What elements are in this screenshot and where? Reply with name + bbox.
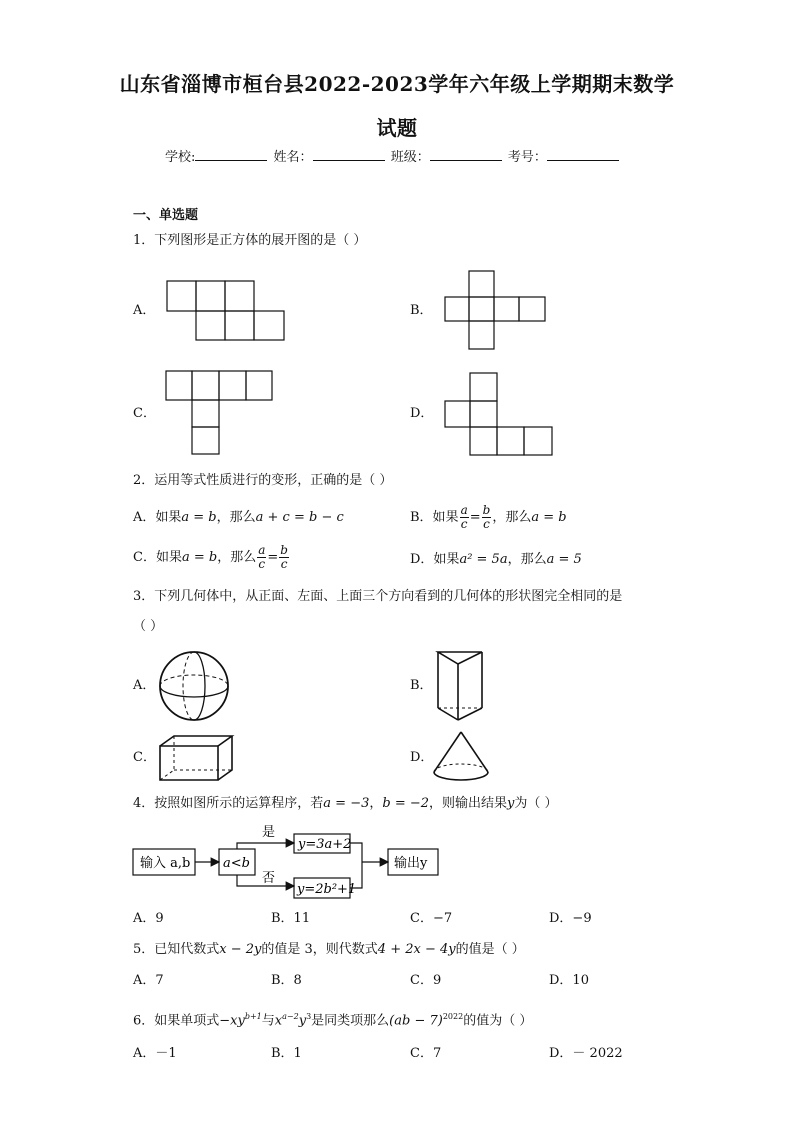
flow-no-expr: y=2b²+1 <box>297 882 357 897</box>
exam-number-field[interactable] <box>547 148 619 161</box>
q2-b-prefix: B．如果 <box>410 510 459 525</box>
q1-option-c-label: C． <box>133 406 156 421</box>
q2-b-middle: ，那么 <box>492 510 532 525</box>
q2-stem: 2．运用等式性质进行的变形，正确的是（ ） <box>133 473 393 488</box>
flow-yes-expr: y=3a+2 <box>298 837 352 852</box>
q5-option-c[interactable]: C．9 <box>410 973 442 988</box>
class-label: 班级： <box>390 150 430 165</box>
q2-a-middle: ，那么 <box>216 510 256 525</box>
q6-option-c[interactable]: C．7 <box>410 1046 442 1061</box>
q3-stem: 3．下列几何体中，从正面、左面、上面三个方向看到的几何体的形状图完全相同的是 <box>133 589 623 604</box>
q2-b-fraction-2: $\frac{b}{c}$ <box>482 503 491 531</box>
q1-stem: 1．下列图形是正方体的展开图的是（ ） <box>133 233 367 248</box>
q2-a-prefix: A．如果 <box>133 510 182 525</box>
q6-option-b[interactable]: B．1 <box>271 1046 302 1061</box>
triangular-prism-figure <box>436 650 486 724</box>
paper-title-line2: 试题 <box>376 116 418 140</box>
class-field[interactable] <box>430 148 502 161</box>
q3-option-d-label: D． <box>410 750 434 765</box>
q2-d-prefix: D．如果 <box>410 552 460 567</box>
q1-option-d-label: D． <box>410 406 434 421</box>
flow-input-text: 输入 a,b <box>140 856 191 871</box>
flow-output-text: 输出y <box>394 856 428 871</box>
q2-d-result: a = 5 <box>546 552 582 567</box>
q2-c-fraction-2: $\frac{b}{c}$ <box>280 543 288 571</box>
q5-stem: 5．已知代数式x − 2y的值是 3，则代数式4 + 2x − 4y的值是（ ） <box>133 942 525 957</box>
q2-option-b[interactable] <box>410 503 567 533</box>
q3-stem-cont: （ ） <box>133 619 164 634</box>
q2-c-middle: ，那么 <box>217 550 257 565</box>
school-label: 学校: <box>165 150 196 165</box>
q1-net-a-diagram <box>166 280 288 342</box>
q2-b-fraction-1: $\frac{a}{c}$ <box>460 503 468 531</box>
q1-net-d-diagram <box>444 372 556 458</box>
q4-flowchart <box>132 822 442 902</box>
name-field[interactable] <box>313 148 385 161</box>
school-field[interactable] <box>195 148 267 161</box>
q2-b-equals: = <box>469 510 481 525</box>
q1-net-b-diagram <box>444 270 548 352</box>
flow-condition-text: a<b <box>223 856 250 871</box>
flow-yes-label: 是 <box>262 825 276 840</box>
q2-d-condition: a² = 5a <box>459 552 508 567</box>
q2-d-middle: ，那么 <box>507 552 547 567</box>
q2-b-result: a = b <box>531 510 567 525</box>
cuboid-figure <box>158 734 236 782</box>
name-label: 姓名： <box>273 150 313 165</box>
q2-c-condition: a = b <box>181 550 218 565</box>
sphere-figure <box>158 650 230 722</box>
q4-option-a[interactable]: A．9 <box>133 911 164 926</box>
q4-option-c[interactable]: C．−7 <box>410 911 453 926</box>
q2-option-d[interactable] <box>410 551 582 569</box>
q1-option-a-label: A． <box>133 303 156 318</box>
q2-c-prefix: C．如果 <box>133 550 182 565</box>
q2-a-condition: a = b <box>181 510 217 525</box>
q3-option-c-label: C． <box>133 750 156 765</box>
exam-number-label: 考号： <box>507 150 547 165</box>
q4-option-b[interactable]: B．11 <box>271 911 311 926</box>
section-heading: 一、单选题 <box>133 208 199 223</box>
q6-option-a[interactable]: A．－1 <box>133 1046 177 1061</box>
q1-net-c-diagram <box>165 370 275 456</box>
paper-title: 山东省淄博市桓台县2022-2023学年六年级上学期期末数学 <box>119 72 675 96</box>
q5-option-b[interactable]: B．8 <box>271 973 302 988</box>
q6-option-d[interactable]: D．－ 2022 <box>549 1046 623 1061</box>
q2-c-equals: = <box>267 550 279 565</box>
q2-option-c[interactable] <box>133 543 290 573</box>
q3-option-a-label: A． <box>133 678 156 693</box>
q5-option-d[interactable]: D．10 <box>549 973 589 988</box>
q2-c-fraction-1: $\frac{a}{c}$ <box>258 543 266 571</box>
q2-option-a[interactable] <box>133 509 344 527</box>
q3-option-b-label: B． <box>410 678 433 693</box>
q1-option-b-label: B． <box>410 303 433 318</box>
flow-no-label: 否 <box>262 871 276 886</box>
q6-stem: 6．如果单项式$-xy^{b+1}$与$x^{a-2}y^3$是同类项那么(ab − 7)$^{2022}$的值为（ ） <box>133 1012 533 1029</box>
q4-option-d[interactable]: D．−9 <box>549 911 592 926</box>
q5-option-a[interactable]: A．7 <box>133 973 164 988</box>
student-info-line <box>165 146 621 165</box>
q4-stem: 4．按照如图所示的运算程序，若a = −3，b = −2，则输出结果y为（ ） <box>133 796 558 811</box>
cone-figure <box>430 728 492 784</box>
q2-a-result: a + c = b − c <box>255 510 344 525</box>
